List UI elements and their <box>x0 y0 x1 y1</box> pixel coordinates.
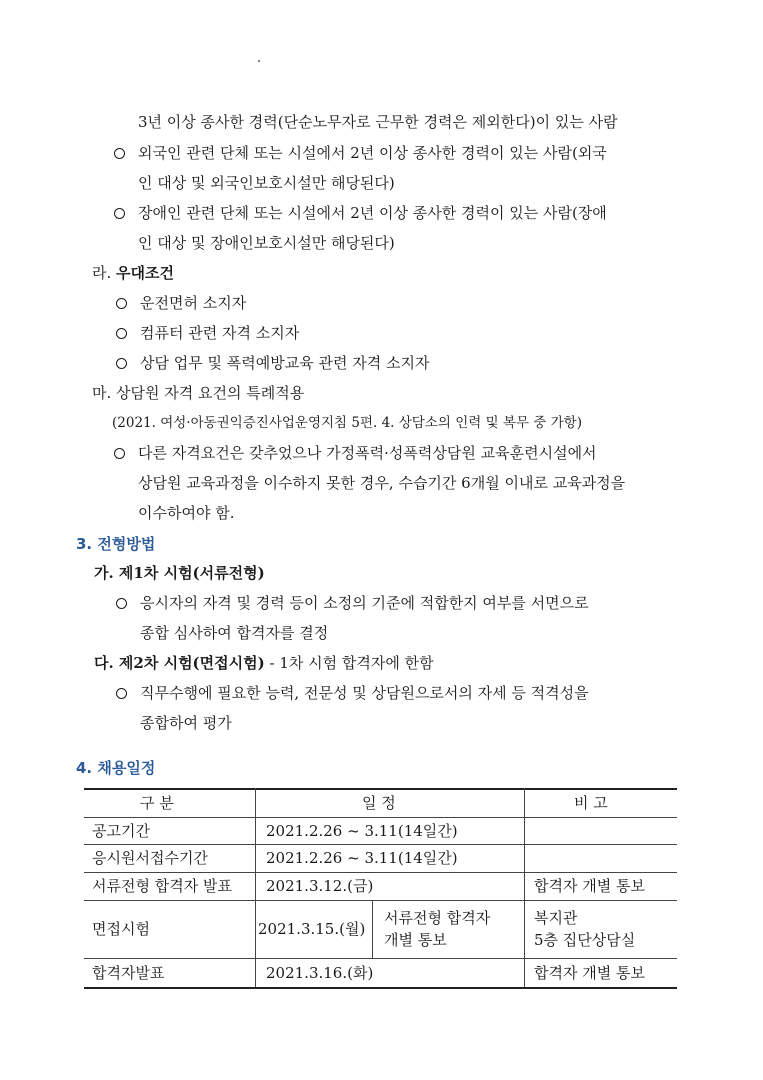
table-border <box>84 817 677 818</box>
text-line: 인 대상 및 장애인보호시설만 해당된다) <box>138 234 395 252</box>
table-border <box>84 788 677 790</box>
table-border <box>84 844 677 845</box>
table-border <box>255 788 256 987</box>
table-cell-note: 합격자 개별 통보 <box>534 877 645 895</box>
table-border <box>84 987 677 989</box>
list-item: 운전면허 소지자 <box>140 294 247 312</box>
table-cell-date: 2021.2.26 ~ 3.11(14일간) <box>266 849 458 867</box>
table-cell-date-sub: 서류전형 합격자 <box>384 909 491 927</box>
table-border <box>372 900 373 958</box>
section-3-title: 3. 전형방법 <box>76 535 156 553</box>
table-cell-date: 2021.3.12.(금) <box>266 877 374 895</box>
subsection-ga-title: 가. 제1차 시험(서류전형) <box>94 564 265 582</box>
table-cell-name: 서류전형 합격자 발표 <box>92 877 232 895</box>
circle-bullet-icon <box>114 148 125 159</box>
circle-bullet-icon <box>116 298 127 309</box>
circle-bullet-icon <box>116 358 127 369</box>
table-border <box>84 900 677 901</box>
scan-dot <box>258 60 260 62</box>
table-cell-date: 2021.3.15.(월) <box>258 920 366 938</box>
table-cell-note: 5층 집단상담실 <box>534 931 636 949</box>
heading-title: 우대조건 <box>116 264 175 282</box>
table-header-col1: 구 분 <box>140 794 174 812</box>
text-line: 3년 이상 종사한 경력(단순노무자로 근무한 경력은 제외한다)이 있는 사람 <box>138 113 618 131</box>
text-line: 응시자의 자격 및 경력 등이 소정의 기준에 적합한지 여부를 서면으로 <box>140 594 589 612</box>
circle-bullet-icon <box>114 208 125 219</box>
text-line: 장애인 관련 단체 또는 시설에서 2년 이상 종사한 경력이 있는 사람(장애 <box>138 204 607 222</box>
table-cell-name: 합격자발표 <box>92 964 165 982</box>
text-line: 이수하여야 함. <box>138 504 235 522</box>
text-line: 종합하여 평가 <box>140 714 232 732</box>
circle-bullet-icon <box>116 328 127 339</box>
table-cell-date: 2021.2.26 ~ 3.11(14일간) <box>266 822 458 840</box>
subsection-da-suffix: - 1차 시험 합격자에 한함 <box>264 654 434 672</box>
table-cell-name: 응시원서접수기간 <box>92 849 208 867</box>
table-cell-name: 면접시험 <box>92 920 150 938</box>
heading-prefix: 라. <box>92 264 112 282</box>
text-line: 다른 자격요건은 갖추었으나 가정폭력·성폭력상담원 교육훈련시설에서 <box>138 444 597 462</box>
table-header-col3: 비 고 <box>574 794 608 812</box>
section-heading-ma: 마. 상담원 자격 요건의 특례적용 <box>92 384 305 402</box>
table-cell-note: 복지관 <box>534 909 578 927</box>
circle-bullet-icon <box>116 598 127 609</box>
table-cell-name: 공고기간 <box>92 822 150 840</box>
section-heading-ra <box>92 262 174 284</box>
section-4-title: 4. 채용일정 <box>76 759 156 777</box>
list-item: 상담 업무 및 폭력예방교육 관련 자격 소지자 <box>140 354 430 372</box>
table-cell-date: 2021.3.16.(화) <box>266 964 374 982</box>
table-header-col2: 일 정 <box>362 794 396 812</box>
text-line: 상담원 교육과정을 이수하지 못한 경우, 수습기간 6개월 이내로 교육과정을 <box>138 474 626 492</box>
subsection-da <box>94 652 434 674</box>
circle-bullet-icon <box>114 448 125 459</box>
text-line: 직무수행에 필요한 능력, 전문성 및 상담원으로서의 자세 등 적격성을 <box>140 684 589 702</box>
table-border <box>524 788 525 987</box>
list-item: 컴퓨터 관련 자격 소지자 <box>140 324 300 342</box>
text-line: 외국인 관련 단체 또는 시설에서 2년 이상 종사한 경력이 있는 사람(외국 <box>138 144 607 162</box>
table-cell-date-sub: 개별 통보 <box>384 931 447 949</box>
reference-note: (2021. 여성·아동권익증진사업운영지침 5편. 4. 상담소의 인력 및 복무 중 가항) <box>112 415 582 431</box>
text-line: 종합 심사하여 합격자를 결정 <box>140 624 329 642</box>
table-border <box>84 958 677 959</box>
table-border <box>84 872 677 873</box>
circle-bullet-icon <box>116 688 127 699</box>
subsection-da-title: 다. 제2차 시험(면접시험) <box>94 654 265 672</box>
text-line: 인 대상 및 외국인보호시설만 해당된다) <box>138 174 395 192</box>
table-cell-note: 합격자 개별 통보 <box>534 964 645 982</box>
